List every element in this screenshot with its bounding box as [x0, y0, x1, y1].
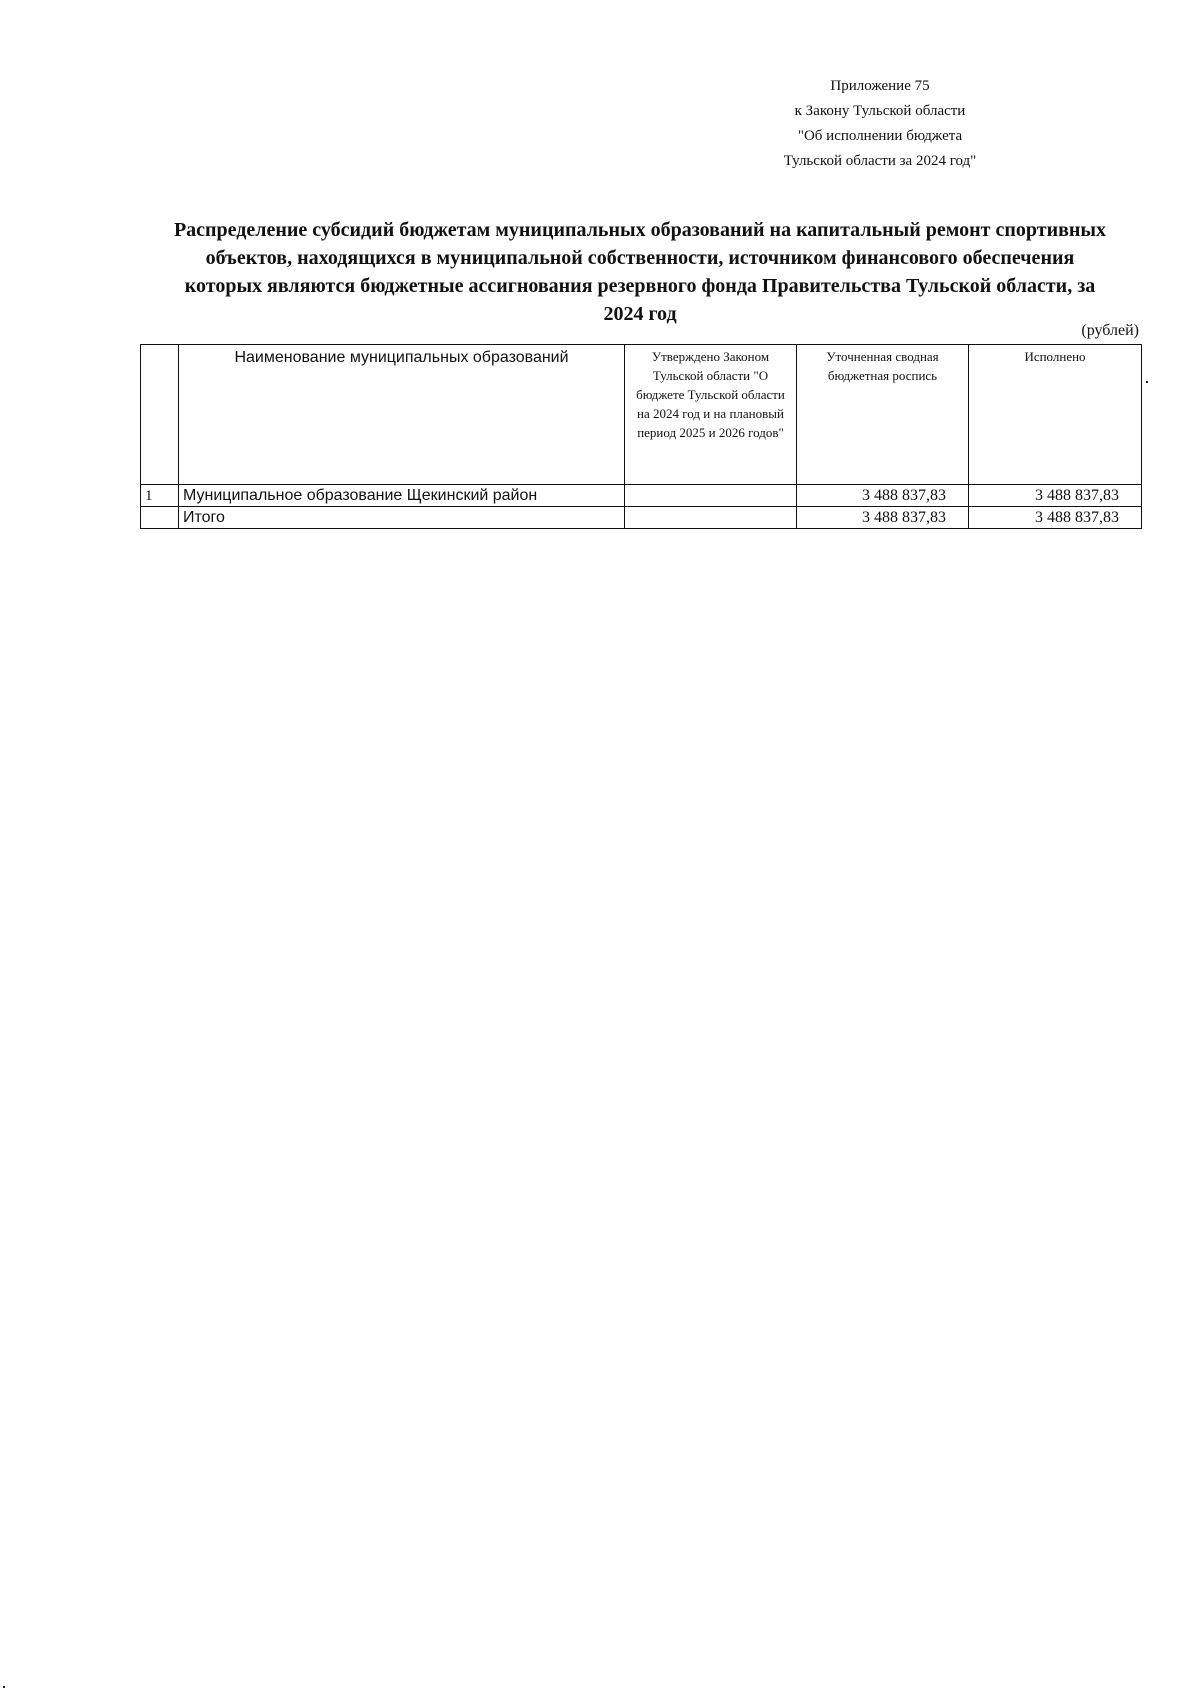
row-num: 1 — [141, 485, 179, 507]
title-line-2: объектов, находящихся в муниципальной собственности, источником финансового обеспечения — [205, 247, 1075, 269]
row-name: Муниципальное образование Щекинский район — [179, 485, 625, 507]
title-line-4: 2024 год — [603, 303, 677, 325]
appendix-line-2: к Закону Тульской области — [794, 103, 966, 119]
row-executed: 3 488 837,83 — [969, 485, 1142, 507]
total-approved — [625, 507, 797, 529]
row-refined: 3 488 837,83 — [797, 485, 969, 507]
total-name: Итого — [179, 507, 625, 529]
title-line-1: Распределение субсидий бюджетам муниципальных образований на капитальный ремонт спортивных — [173, 219, 1107, 241]
row-approved — [625, 485, 797, 507]
table-row — [141, 485, 1142, 507]
appendix-line-1: Приложение 75 — [830, 78, 930, 94]
document-title — [140, 216, 1140, 328]
total-num — [141, 507, 179, 529]
unit-label: (рублей) — [1081, 322, 1139, 339]
total-refined: 3 488 837,83 — [797, 507, 969, 529]
subsidy-table — [140, 344, 1142, 529]
header-refined: Уточненная сводная бюджетная роспись — [797, 345, 969, 485]
header-approved: Утверждено Законом Тульской области "О бюджете Тульской области на 2024 год и на плановый период 2025 и 2026 годов" — [625, 345, 797, 485]
header-executed: Исполнено — [969, 345, 1142, 485]
appendix-block — [760, 74, 1000, 174]
table-total-row — [141, 507, 1142, 529]
scan-speck — [1146, 381, 1148, 383]
header-name: Наименование муниципальных образований — [179, 345, 625, 485]
appendix-line-4: Тульской области за 2024 год" — [783, 153, 977, 169]
title-line-3: которых являются бюджетные ассигнования резервного фонда Правительства Тульской области, за — [184, 275, 1096, 297]
appendix-line-3: "Об исполнении бюджета — [797, 128, 963, 144]
total-executed: 3 488 837,83 — [969, 507, 1142, 529]
header-num — [141, 345, 179, 485]
scan-speck — [3, 1686, 5, 1688]
table-header-row — [141, 345, 1142, 485]
